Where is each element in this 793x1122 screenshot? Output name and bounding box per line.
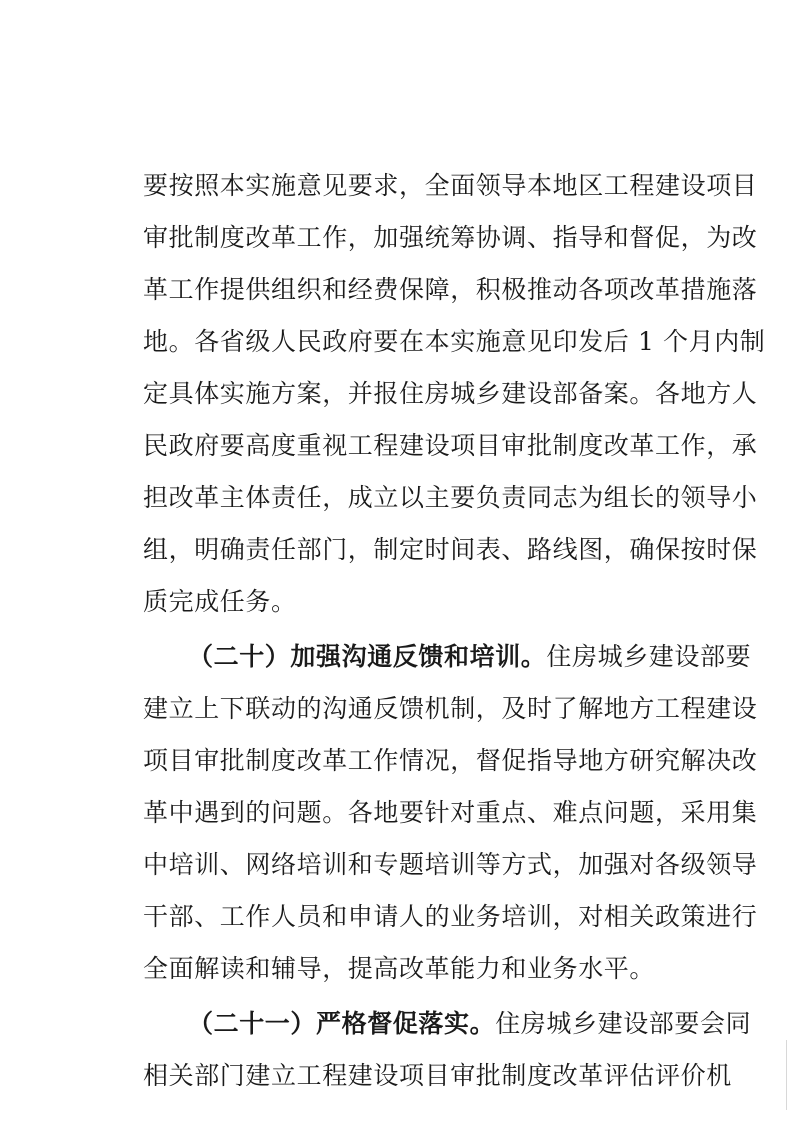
section-20-heading: （二十）加强沟通反馈和培训。 — [188, 642, 547, 671]
section-20-first-line-text: 住房城乡建设部要 — [546, 642, 752, 671]
section-20-line-2: 建立上下联动的沟通反馈机制，及时了解地方工程建设 — [143, 694, 758, 723]
section-21-first-line — [188, 1004, 752, 1044]
section-20-line-3: 项目审批制度改革工作情况，督促指导地方研究解决改 — [143, 746, 758, 775]
section-20-line-5: 中培训、网络培训和专题培训等方式，加强对各级领导 — [143, 850, 758, 879]
section-20-first-line — [188, 637, 752, 677]
body-line-8: 组，明确责任部门，制定时间表、路线图，确保按时保 — [143, 535, 758, 564]
body-line-9: 质完成任务。 — [143, 587, 297, 616]
body-line-4: 地。各省级人民政府要在本实施意见印发后 1 个月内制 — [143, 327, 766, 356]
section-21-line-2: 相关部门建立工程建设项目审批制度改革评估评价机 — [143, 1061, 732, 1090]
section-21-heading: （二十一）严格督促落实。 — [188, 1009, 496, 1038]
section-20-line-4: 革中遇到的问题。各地要针对重点、难点问题，采用集 — [143, 798, 758, 827]
body-line-7: 担改革主体责任，成立以主要负责同志为组长的领导小 — [143, 483, 758, 512]
scan-edge-mark — [786, 1040, 787, 1110]
body-line-1: 要按照本实施意见要求，全面领导本地区工程建设项目 — [143, 171, 758, 200]
body-line-2: 审批制度改革工作，加强统筹协调、指导和督促，为改 — [143, 223, 758, 252]
section-20-line-6: 干部、工作人员和申请人的业务培训，对相关政策进行 — [143, 902, 758, 931]
body-line-3: 革工作提供组织和经费保障，积极推动各项改革措施落 — [143, 275, 758, 304]
body-line-6: 民政府要高度重视工程建设项目审批制度改革工作，承 — [143, 431, 758, 460]
section-20-line-7: 全面解读和辅导，提高改革能力和业务水平。 — [143, 954, 656, 983]
body-line-5: 定具体实施方案，并报住房城乡建设部备案。各地方人 — [143, 379, 758, 408]
section-21-first-line-text: 住房城乡建设部要会同 — [495, 1009, 752, 1038]
